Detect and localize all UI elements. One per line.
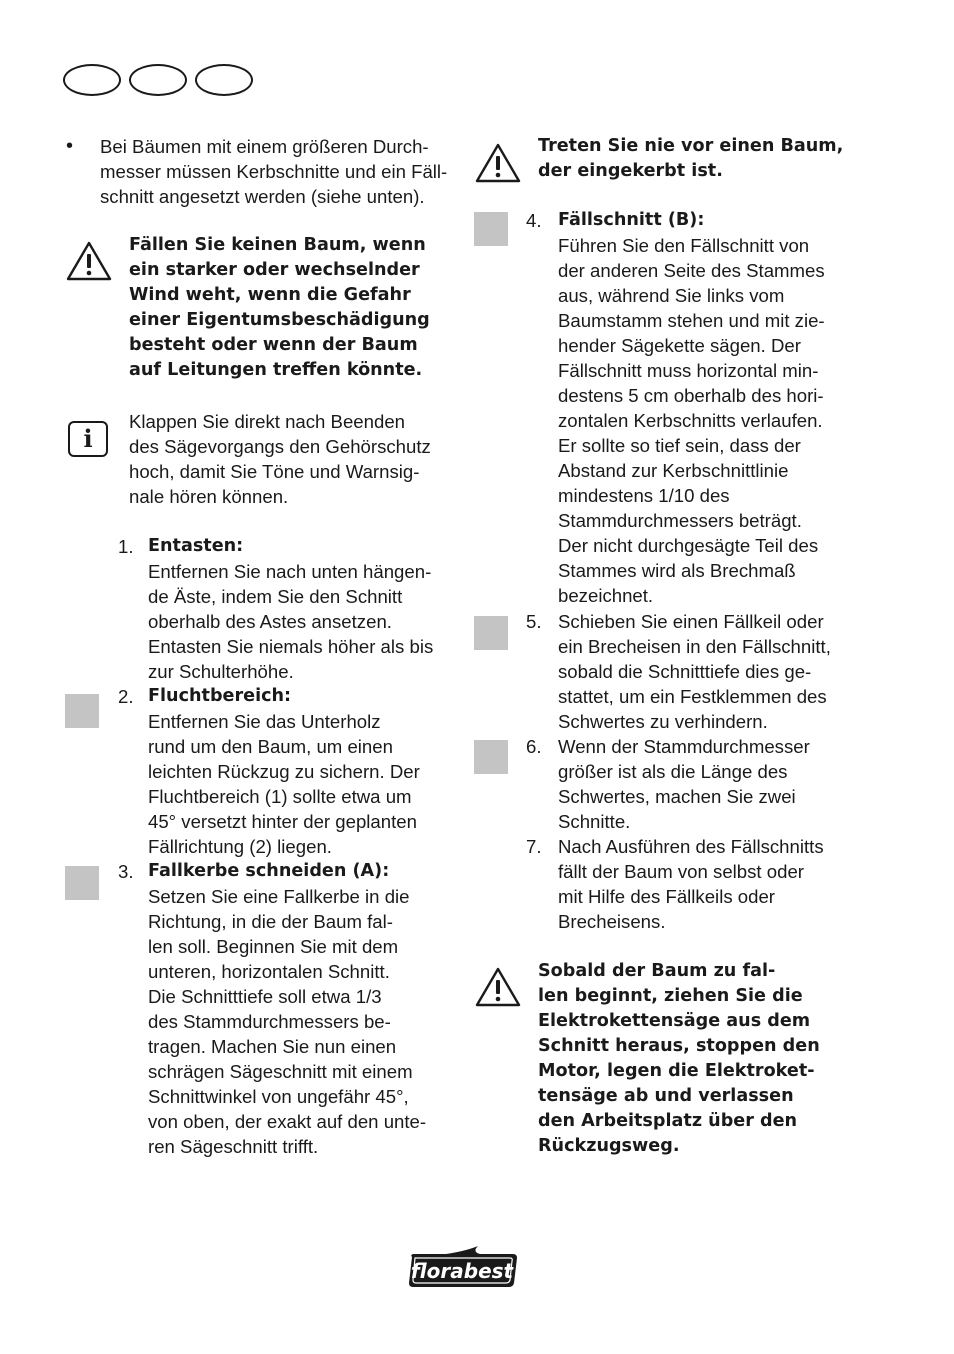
warning-line: besteht oder wenn der Baum — [129, 335, 418, 355]
step-title: Fluchtbereich: — [148, 686, 292, 706]
step-line: ren Sägeschnitt trifft. — [148, 1136, 319, 1157]
step-line: zur Schulterhöhe. — [148, 661, 294, 682]
step-line: Schwertes zu verhindern. — [558, 711, 768, 732]
figure-reference-marker — [474, 212, 508, 246]
step-line: Entasten Sie niemals höher als bis — [148, 636, 434, 657]
info-text-hearing — [129, 409, 431, 509]
language-oval-2 — [129, 64, 187, 96]
step-number: 5. — [526, 611, 542, 632]
figure-reference-marker — [65, 694, 99, 728]
step-line: 45° versetzt hinter der geplanten — [148, 811, 417, 832]
step-line: Stammdurchmessers beträgt. — [558, 510, 802, 531]
step-line: Fluchtbereich (1) sollte etwa um — [148, 786, 412, 807]
warning-line: ein starker oder wechselnder — [129, 260, 420, 280]
step-line: Nach Ausführen des Fällschnitts — [558, 836, 824, 857]
info-line: nale hören können. — [129, 486, 289, 507]
warning-triangle-icon — [475, 142, 521, 184]
step-line: Entfernen Sie das Unterholz — [148, 711, 381, 732]
step-fluchtbereich — [148, 684, 420, 859]
warning-line: len beginnt, ziehen Sie die — [538, 986, 803, 1006]
step-line: rund um den Baum, um einen — [148, 736, 393, 757]
step-line: des Stammdurchmessers be- — [148, 1011, 391, 1032]
step-number: 1. — [118, 536, 134, 557]
step-line: schrägen Sägeschnitt mit einem — [148, 1061, 413, 1082]
warning-line: Schnitt heraus, stoppen den — [538, 1036, 820, 1056]
step-line: zontalen Kerbschnitts verlaufen. — [558, 410, 823, 431]
step-line: de Äste, indem Sie den Schnitt — [148, 586, 403, 607]
warning-line: Motor, legen die Elektroket- — [538, 1061, 815, 1081]
step-line: stattet, um ein Festklemmen des — [558, 686, 827, 707]
bullet-line: messer müssen Kerbschnitte und ein Fäll- — [100, 161, 448, 182]
step-line: Brecheisens. — [558, 911, 666, 932]
step-line: fällt der Baum von selbst oder — [558, 861, 804, 882]
step-line: Fällrichtung (2) liegen. — [148, 836, 332, 857]
step-line: destens 5 cm oberhalb des hori- — [558, 385, 824, 406]
language-oval-3 — [195, 64, 253, 96]
warning-text-wind — [129, 233, 430, 383]
step-line: Baumstamm stehen und mit zie- — [558, 310, 825, 331]
step-faellschnitt — [558, 208, 825, 608]
step-line: len soll. Beginnen Sie mit dem — [148, 936, 399, 957]
step-line: Stammes wird als Brechmaß — [558, 560, 796, 581]
warning-line: Sobald der Baum zu fal- — [538, 961, 776, 981]
info-line: des Sägevorgangs den Gehörschutz — [129, 436, 431, 457]
step-line: oberhalb des Astes ansetzen. — [148, 611, 392, 632]
step-line: hender Sägekette sägen. Der — [558, 335, 801, 356]
figure-reference-marker — [65, 866, 99, 900]
figure-reference-marker — [474, 740, 508, 774]
step-line: Schnittwinkel von ungefähr 45°, — [148, 1086, 409, 1107]
warning-line: den Arbeitsplatz über den — [538, 1111, 798, 1131]
step-line: sobald die Schnitttiefe dies ge- — [558, 661, 812, 682]
step-line: mindestens 1/10 des — [558, 485, 730, 506]
step-line: Setzen Sie eine Fallkerbe in die — [148, 886, 410, 907]
step-number: 6. — [526, 736, 542, 757]
warning-line: Elektrokettensäge aus dem — [538, 1011, 811, 1031]
figure-reference-marker — [474, 616, 508, 650]
warning-text-notched-tree — [538, 134, 843, 184]
language-oval-1 — [63, 64, 121, 96]
warning-triangle-icon — [475, 966, 521, 1008]
step-line: leichten Rückzug zu sichern. Der — [148, 761, 420, 782]
warning-triangle-icon — [66, 240, 112, 282]
step-line: tragen. Machen Sie nun einen — [148, 1036, 397, 1057]
step-fallkerbe — [148, 859, 426, 1159]
florabest-logo — [406, 1245, 520, 1289]
warning-line: der eingekerbt ist. — [538, 161, 723, 181]
step-number: 7. — [526, 836, 542, 857]
step-zwei-schnitte — [558, 734, 810, 834]
warning-line: tensäge ab und verlassen — [538, 1086, 794, 1106]
warning-line: Fällen Sie keinen Baum, wenn — [129, 235, 426, 255]
bullet-marker: • — [66, 135, 74, 157]
step-line: Führen Sie den Fällschnitt von — [558, 235, 810, 256]
step-line: Die Schnitttiefe soll etwa 1/3 — [148, 986, 382, 1007]
step-line: Richtung, in die der Baum fal- — [148, 911, 393, 932]
warning-line: einer Eigentumsbeschädigung — [129, 310, 430, 330]
warning-line: Wind weht, wenn die Gefahr — [129, 285, 411, 305]
bullet-line: schnitt angesetzt werden (siehe unten). — [100, 186, 425, 207]
step-line: von oben, der exakt auf den unte- — [148, 1111, 427, 1132]
step-line: der anderen Seite des Stammes — [558, 260, 825, 281]
info-icon: i — [68, 421, 108, 457]
step-line: Entfernen Sie nach unten hängen- — [148, 561, 432, 582]
info-line: hoch, damit Sie Töne und Warnsig- — [129, 461, 420, 482]
step-title: Fallkerbe schneiden (A): — [148, 861, 390, 881]
bullet-text — [100, 134, 447, 209]
logo-text: florabest — [410, 1259, 514, 1283]
warning-text-retreat — [538, 959, 820, 1159]
step-line: Schwertes, machen Sie zwei — [558, 786, 796, 807]
warning-line: auf Leitungen treffen könnte. — [129, 360, 423, 380]
step-line: aus, während Sie links vom — [558, 285, 785, 306]
step-title: Fällschnitt (B): — [558, 210, 705, 230]
warning-line: Treten Sie nie vor einen Baum, — [538, 136, 844, 156]
step-line: Abstand zur Kerbschnittlinie — [558, 460, 789, 481]
step-line: Schnitte. — [558, 811, 631, 832]
step-line: Der nicht durchgesägte Teil des — [558, 535, 819, 556]
step-number: 4. — [526, 210, 542, 231]
step-number: 3. — [118, 861, 134, 882]
step-entasten — [148, 534, 433, 684]
step-line: Fällschnitt muss horizontal min- — [558, 360, 819, 381]
step-number: 2. — [118, 686, 134, 707]
step-title: Entasten: — [148, 536, 244, 556]
step-line: Er sollte so tief sein, dass der — [558, 435, 801, 456]
info-line: Klappen Sie direkt nach Beenden — [129, 411, 406, 432]
warning-line: Rückzugsweg. — [538, 1136, 680, 1156]
bullet-line: Bei Bäumen mit einem größeren Durch- — [100, 136, 429, 157]
step-line: größer ist als die Länge des — [558, 761, 788, 782]
step-baum-faellt — [558, 834, 824, 934]
step-line: mit Hilfe des Fällkeils oder — [558, 886, 775, 907]
step-line: Schieben Sie einen Fällkeil oder — [558, 611, 824, 632]
step-faellkeil — [558, 609, 831, 734]
step-line: ein Brecheisen in den Fällschnitt, — [558, 636, 831, 657]
step-line: bezeichnet. — [558, 585, 654, 606]
step-line: unteren, horizontalen Schnitt. — [148, 961, 390, 982]
step-line: Wenn der Stammdurchmesser — [558, 736, 810, 757]
